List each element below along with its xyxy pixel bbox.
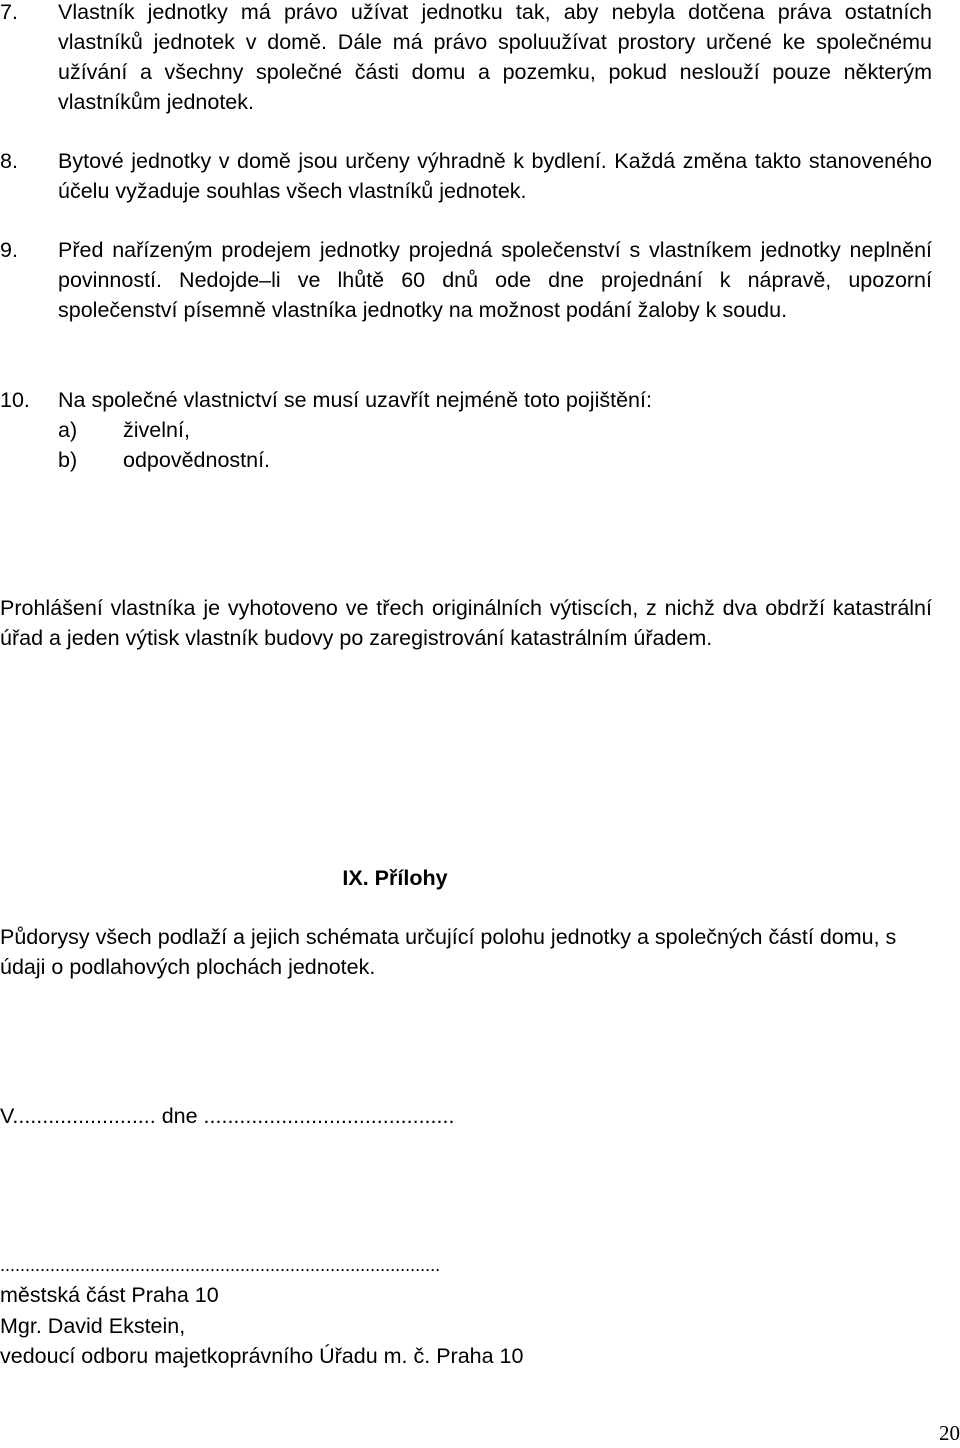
declaration-paragraph: Prohlášení vlastníka je vyhotoveno ve třech originálních výtiscích, z nichž dva obdrží katastrální úřad a jeden výtisk vlastník budovy po zaregistrování katastrálním úřadem. <box>0 596 932 650</box>
sub-item-label: b) <box>58 448 78 472</box>
sub-item-label: a) <box>58 418 78 442</box>
signature-name: Mgr. David Ekstein, <box>0 1314 186 1338</box>
sub-item-text: odpovědnostní. <box>123 448 271 472</box>
item-number: 7. <box>0 0 18 24</box>
signature-title: vedoucí odboru majetkoprávního Úřadu m. č. Praha 10 <box>0 1344 524 1368</box>
list-item-10 <box>0 385 932 415</box>
sub-item-b <box>58 445 270 475</box>
sub-item-text: živelní, <box>123 418 190 442</box>
page-number: 20 <box>939 1421 960 1445</box>
item-number: 10. <box>0 388 30 412</box>
item-number: 9. <box>0 238 18 262</box>
list-item-9 <box>0 235 932 325</box>
section-text: Půdorysy všech podlaží a jejich schémata určující polohu jednotky a společných částí domu, s údaji o podlahových plochách jednotek. <box>0 925 897 979</box>
section-heading: IX. Přílohy <box>342 866 448 890</box>
signature-org: městská část Praha 10 <box>0 1283 219 1307</box>
item-number: 8. <box>0 149 18 173</box>
item-text: Před nařízeným prodejem jednotky projedná společenství s vlastníkem jednotky neplnění povinností. Nedojde–li ve lhůtě 60 dnů ode dne projednání k nápravě, upozorní společenství písemně vlastníka jednotky na možnost podání žaloby k soudu. <box>58 238 932 322</box>
signature-line: ........................................................................................ <box>0 1255 441 1275</box>
list-item-7 <box>0 0 932 117</box>
sub-item-a <box>58 415 190 445</box>
item-text: Bytové jednotky v domě jsou určeny výhradně k bydlení. Každá změna takto stanoveného účelu vyžaduje souhlas všech vlastníků jednotek. <box>58 149 932 203</box>
place-date-line: V........................ dne .......................................... <box>0 1104 455 1128</box>
item-text: Na společné vlastnictví se musí uzavřít nejméně toto pojištění: <box>58 388 652 412</box>
list-item-8 <box>0 146 932 206</box>
item-text: Vlastník jednotky má právo užívat jednotku tak, aby nebyla dotčena práva ostatních vlastníků jednotek v domě. Dále má právo spoluužívat prostory určené ke společnému užívání a všechny společné části domu a pozemku, pokud neslouží pouze některým vlastníkům jednotek. <box>58 0 932 114</box>
